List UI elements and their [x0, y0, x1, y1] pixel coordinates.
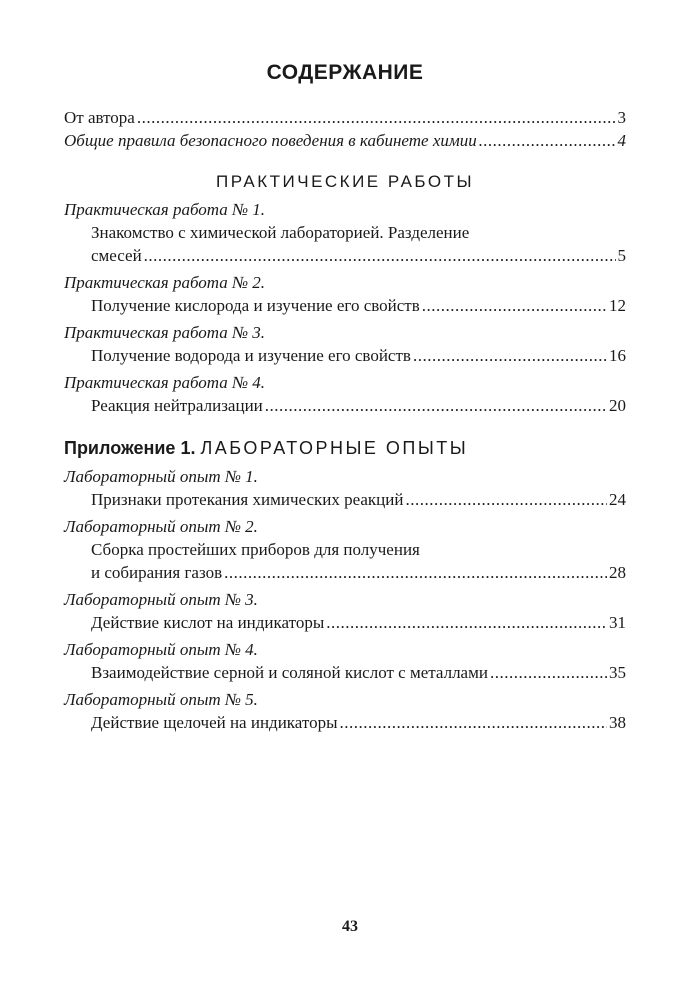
toc-entry-lab-4 — [64, 638, 626, 684]
toc-entry-page: 20 — [609, 396, 626, 415]
dot-leader — [326, 611, 607, 634]
appendix-heading-title: ЛАБОРАТОРНЫЕ ОПЫТЫ — [200, 438, 469, 458]
toc-entry-page: 3 — [617, 108, 626, 127]
entry-title-row — [64, 611, 626, 634]
entry-title-last: смесей — [91, 246, 142, 265]
entry-title-row — [64, 661, 626, 684]
section-heading-appendix-1 — [64, 435, 626, 461]
entry-label: Практическая работа № 1. — [64, 200, 266, 219]
entry-title-last: и собирания газов — [91, 563, 223, 582]
toc-entry-practical-4 — [64, 371, 626, 417]
toc-entry-practical-2 — [64, 271, 626, 317]
dot-leader — [224, 561, 607, 584]
appendix-heading-label: Приложение 1. — [64, 438, 196, 458]
dot-leader — [340, 711, 607, 734]
page-number: 43 — [342, 918, 358, 935]
entry-title-line: Знакомство с химической лабораторией. Разделение — [91, 223, 470, 242]
toc-entry-page: 12 — [609, 296, 626, 315]
dot-leader — [413, 344, 607, 367]
entry-title-last: Реакция нейтрализации — [91, 396, 263, 415]
toc-entry-text: Общие правила безопасного поведения в кабинете химии — [64, 131, 477, 150]
toc-entry-author — [64, 106, 626, 129]
dot-leader — [137, 106, 616, 129]
entry-label: Лабораторный опыт № 3. — [64, 590, 258, 609]
entry-title-row — [64, 394, 626, 417]
entry-title-last: Получение кислорода и изучение его свойств — [91, 296, 420, 315]
toc-entry-lab-1 — [64, 465, 626, 511]
entry-title-last: Взаимодействие серной и соляной кислот с металлами — [91, 663, 488, 682]
dot-leader — [144, 244, 616, 267]
entry-title-line: Сборка простейших приборов для получения — [91, 540, 420, 559]
entry-title-row — [64, 561, 626, 584]
section-heading-practical: ПРАКТИЧЕСКИЕ РАБОТЫ — [215, 172, 475, 191]
dot-leader — [265, 394, 607, 417]
toc-entry-page: 38 — [609, 713, 626, 732]
entry-label: Лабораторный опыт № 1. — [64, 467, 258, 486]
practical-section — [64, 198, 626, 417]
entry-label: Практическая работа № 2. — [64, 273, 266, 292]
dot-leader — [422, 294, 607, 317]
entry-title-row — [64, 244, 626, 267]
toc-entry-text: От автора — [64, 108, 135, 127]
dot-leader — [405, 488, 607, 511]
toc-entry-safety-rules — [64, 129, 626, 152]
entry-title-last: Признаки протекания химических реакций — [91, 490, 404, 509]
toc-entry-lab-3 — [64, 588, 626, 634]
toc-entry-page: 31 — [609, 613, 626, 632]
entry-title-row — [64, 488, 626, 511]
toc-entry-lab-5 — [64, 688, 626, 734]
toc-entry-practical-3 — [64, 321, 626, 367]
entry-title-row — [64, 344, 626, 367]
dot-leader — [479, 129, 616, 152]
dot-leader — [490, 661, 607, 684]
entry-label: Практическая работа № 3. — [64, 323, 266, 342]
entry-label: Лабораторный опыт № 5. — [64, 690, 258, 709]
intro-section — [64, 106, 626, 152]
page-title: СОДЕРЖАНИЕ — [266, 61, 424, 84]
appendix-1-section — [64, 465, 626, 734]
entry-title-last: Действие щелочей на индикаторы — [91, 713, 338, 732]
entry-title-row — [64, 711, 626, 734]
entry-title-row — [64, 294, 626, 317]
entry-title-last: Действие кислот на индикаторы — [91, 613, 325, 632]
entry-label: Практическая работа № 4. — [64, 373, 266, 392]
toc-entry-practical-1 — [64, 198, 626, 267]
toc-entry-page: 28 — [609, 563, 626, 582]
toc-entry-page: 35 — [609, 663, 626, 682]
entry-title-last: Получение водорода и изучение его свойств — [91, 346, 411, 365]
entry-label: Лабораторный опыт № 2. — [64, 517, 258, 536]
toc-entry-page: 16 — [609, 346, 626, 365]
toc-entry-lab-2 — [64, 515, 626, 584]
toc-entry-page: 24 — [609, 490, 626, 509]
toc-entry-page: 4 — [617, 131, 626, 150]
toc-page — [64, 60, 626, 738]
toc-entry-page: 5 — [617, 246, 626, 265]
entry-label: Лабораторный опыт № 4. — [64, 640, 258, 659]
